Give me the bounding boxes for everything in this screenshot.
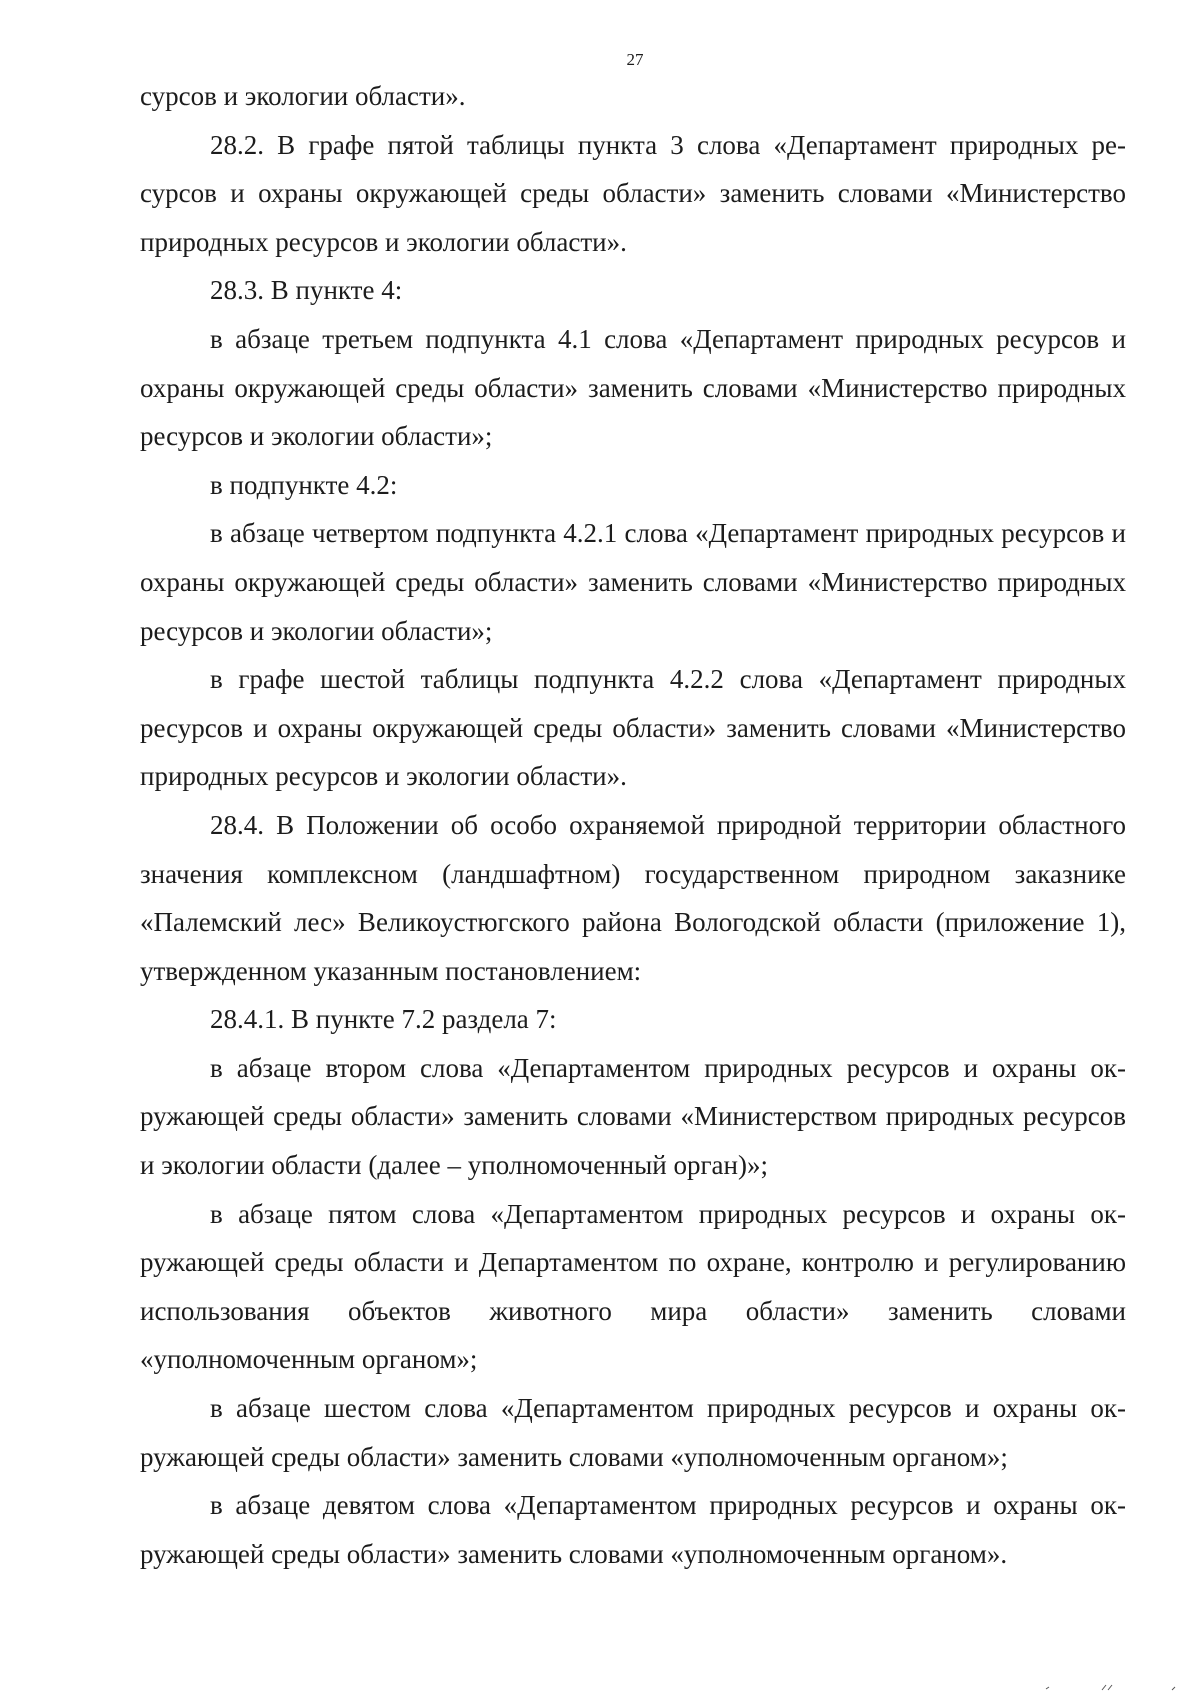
- paragraph-item-28-4: 28.4. В Положении об особо охраняемой природной территории областного значения комплексном (ландшафтном) государственном природном заказнике «Палемский лес» Великоустюгского района Вологодской области (приложение 1), утвержденном указанным постановлением:: [140, 809, 1126, 986]
- paragraph-abzac-second: в абзаце втором слова «Департаментом природных ресурсов и охраны окружающей среды области» заменить словами «Министерством природных ресурсов и экологии области (далее – уполномоченный орган)»;: [140, 1052, 1126, 1181]
- paragraph-subpoint-4-2-2: в графе шестой таблицы подпункта 4.2.2 слова «Департамент природных ресурсов и охраны окружающей среды области» заменить словами «Министерство природных ресурсов и экологии области».: [140, 664, 1126, 792]
- paragraph-subpoint-4-2: в подпункте 4.2:: [210, 469, 398, 500]
- paragraph-abzac-fifth: в абзаце пятом слова «Департаментом природных ресурсов и охраны окружающей среды области и Департаментом по охране, контролю и регулированию использования объектов животного мира области» заменить словами «уполномоченным органом»;: [140, 1198, 1126, 1375]
- paragraph-item-28-4-1: 28.4.1. В пункте 7.2 раздела 7:: [210, 1004, 557, 1035]
- document-body: [140, 72, 1126, 1578]
- paragraph-item-28-2: 28.2. В графе пятой таблицы пункта 3 слова «Департамент природных ресурсов и охраны окружающей среды области» заменить словами «Министерство природных ресурсов и экологии области».: [140, 129, 1126, 257]
- paragraph-continuation: сурсов и экологии области».: [140, 81, 466, 111]
- page-number: 27: [626, 50, 644, 69]
- paragraph-subpoint-4-2-1: в абзаце четвертом подпункта 4.2.1 слова «Департамент природных ресурсов и охраны окружающей среды области» заменить словами «Министерство природных ресурсов и экологии области»;: [140, 518, 1126, 646]
- paragraph-subpoint-4-1: в абзаце третьем подпункта 4.1 слова «Департамент природных ресурсов и охраны окружающей среды области» заменить словами «Министерство природных ресурсов и экологии области»;: [140, 323, 1126, 452]
- scan-artifact-marks: [1042, 1681, 1182, 1691]
- paragraph-abzac-sixth: в абзаце шестом слова «Департаментом природных ресурсов и охраны окружающей среды области» заменить словами «уполномоченным органом»;: [140, 1393, 1126, 1472]
- paragraph-abzac-ninth: в абзаце девятом слова «Департаментом природных ресурсов и охраны окружающей среды области» заменить словами «уполномоченным органом».: [140, 1490, 1126, 1569]
- paragraph-item-28-3: 28.3. В пункте 4:: [210, 275, 403, 306]
